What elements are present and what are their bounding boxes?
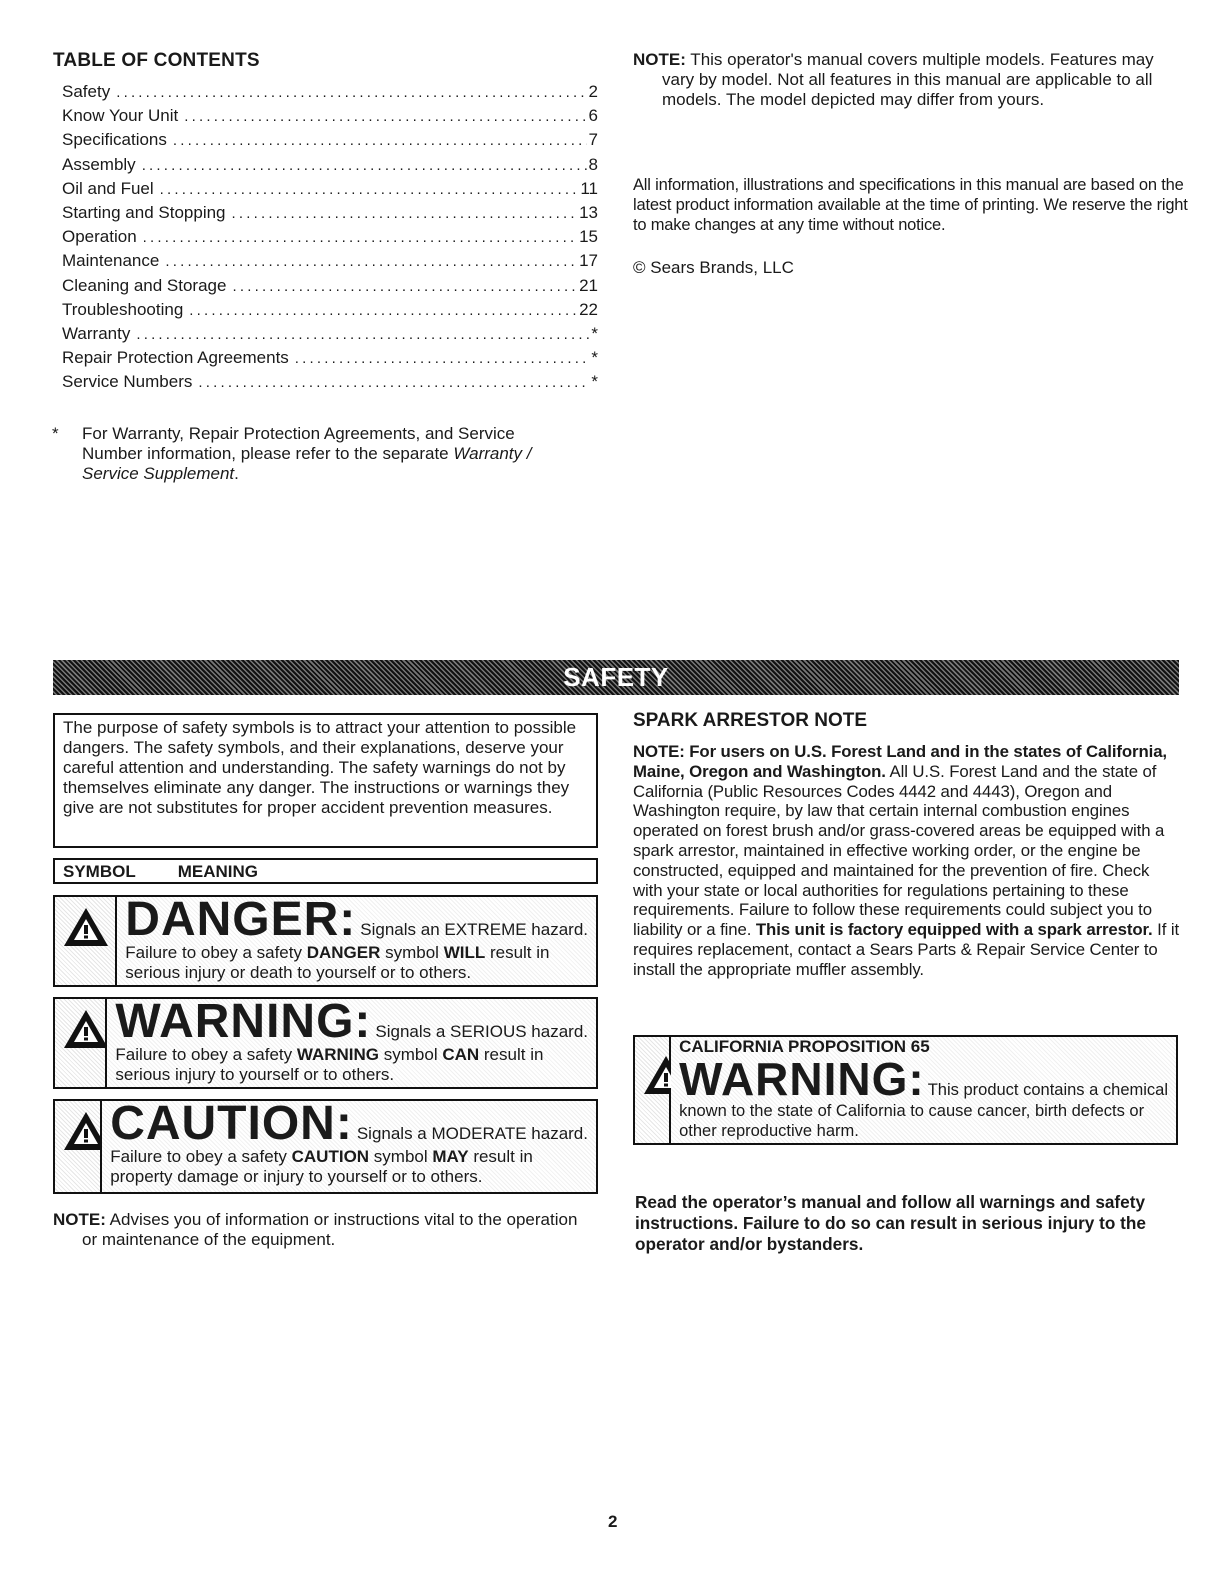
note-label: NOTE: — [633, 50, 686, 69]
toc-leader — [295, 350, 590, 367]
toc-item-page: 7 — [588, 130, 598, 150]
note-definition — [53, 1210, 593, 1250]
toc-item-label: Assembly — [62, 154, 136, 174]
footnote-end: . — [234, 464, 239, 483]
toc-item-label: Repair Protection Agreements — [62, 348, 289, 368]
note-text: Advises you of information or instructions vital to the operation or maintenance of the equipment. — [82, 1210, 578, 1249]
toc-item-label: Specifications — [62, 130, 167, 150]
toc-leader — [189, 302, 577, 319]
toc-leader — [116, 84, 586, 101]
warning-signal-text: Signals a SERIOUS hazard. — [375, 1022, 588, 1041]
toc-item[interactable] — [62, 130, 598, 154]
spark-arrestor-title: SPARK ARRESTOR NOTE — [633, 710, 868, 731]
toc-item-label: Operation — [62, 227, 137, 247]
warning-description: Failure to obey a safety WARNING symbol CAN result in serious injury to yourself or to others. — [115, 1045, 544, 1084]
toc-item-label: Oil and Fuel — [62, 178, 154, 198]
copyright: © Sears Brands, LLC — [633, 258, 794, 277]
prop65-symbol-cell — [635, 1037, 671, 1143]
toc-leader — [136, 326, 589, 343]
toc-leader — [142, 157, 587, 174]
safety-heading: SAFETY — [563, 662, 669, 692]
toc-leader — [198, 374, 589, 391]
danger-box — [53, 895, 598, 987]
toc-item[interactable] — [62, 324, 598, 348]
toc-item-page: 21 — [579, 275, 598, 295]
toc-item-page: 6 — [588, 106, 598, 126]
toc-item-page: * — [591, 323, 598, 343]
danger-description: Failure to obey a safety DANGER symbol WILL result in serious injury or death to yourself or to others. — [125, 943, 550, 982]
page-number: 2 — [608, 1512, 618, 1531]
warning-symbol-cell — [55, 999, 107, 1087]
toc-leader — [184, 108, 586, 125]
toc-leader — [165, 253, 577, 270]
toc-item[interactable] — [62, 227, 598, 251]
toc-item[interactable] — [62, 203, 598, 227]
toc-item-label: Troubleshooting — [62, 299, 184, 319]
toc-leader — [232, 278, 577, 295]
prop65-text: known to the state of California to cause cancer, birth defects or other reproductive harm. — [679, 1102, 1145, 1140]
caution-signal-word: CAUTION: — [110, 1097, 353, 1150]
toc-item-page: * — [591, 348, 598, 368]
footnote-supplement-title: Warranty / Service Supplement — [82, 444, 532, 483]
caution-box — [53, 1099, 598, 1194]
toc-item-label: Know Your Unit — [62, 106, 179, 126]
toc-title: TABLE OF CONTENTS — [53, 50, 260, 71]
toc-item[interactable] — [62, 251, 598, 275]
warning-signal-word: WARNING: — [115, 995, 372, 1048]
toc-leader — [173, 132, 587, 149]
caution-description: Failure to obey a safety CAUTION symbol MAY result in property damage or injury to yourself or to others. — [110, 1147, 533, 1186]
spark-arrestor-text: NOTE: For users on U.S. Forest Land and in the states of California, Maine, Oregon and Washington. All U.S. Forest Land and the state of California (Public Resources Codes 4442 and 4443), Oregon and Washington require, by law that certain internal combustion engines operated on forest brush and/or grass-covered areas be equipped with a spark arrestor, maintained in effective working order, or the engine be constructed, equipped and maintained for the prevention of fire. Check with your state or local authorities for regulations pertaining to these requirements. Failure to follow these requirements could subject you to liability or a fine. This unit is factory equipped with a spark arrestor. If it requires replacement, contact a Sears Parts & Repair Service Center to install the appropriate muffler assembly. — [633, 742, 1180, 979]
safety-alert-icon — [61, 1007, 111, 1051]
california-prop65-box — [633, 1035, 1178, 1145]
prop65-lead-text: This product contains a chemical — [927, 1081, 1168, 1099]
danger-symbol-cell — [55, 897, 117, 985]
prop65-title: CALIFORNIA PROPOSITION 65 — [679, 1037, 930, 1056]
danger-signal-word: DANGER: — [125, 893, 357, 946]
toc-item[interactable] — [62, 348, 598, 372]
toc-item-page: 2 — [588, 82, 598, 101]
toc-item[interactable] — [62, 300, 598, 324]
toc-item-page: 17 — [579, 251, 598, 271]
caution-signal-text: Signals a MODERATE hazard. — [356, 1124, 588, 1143]
toc-item-page: 13 — [579, 202, 598, 222]
toc-leader — [160, 181, 579, 198]
toc-item[interactable] — [62, 106, 598, 130]
footnote-asterisk: * — [52, 424, 59, 443]
symbol-meaning-header — [53, 858, 598, 884]
toc-item-label: Starting and Stopping — [62, 202, 226, 222]
symbol-column-header: SYMBOL — [63, 862, 136, 881]
meaning-column-header: MEANING — [177, 862, 259, 881]
caution-symbol-cell — [55, 1101, 102, 1192]
toc-item-page: 22 — [579, 299, 598, 319]
danger-signal-text: Signals an EXTREME hazard. — [360, 920, 588, 939]
safety-alert-icon — [61, 905, 111, 949]
read-manual-note: Read the operator’s manual and follow all warnings and safety instructions. Failure to do so can result in serious injury to the operator and/or bystanders. — [635, 1192, 1146, 1254]
safety-purpose-box: The purpose of safety symbols is to attract your attention to possible dangers. The safety symbols, and their explanations, deserve your careful attention and understanding. The safety warnings do not by themselves eliminate any danger. The instructions or warnings they give are not substitutes for proper accident prevention measures. — [53, 713, 598, 848]
toc-leader — [143, 229, 577, 246]
toc-item-label: Service Numbers — [62, 372, 193, 392]
toc-item-label: Cleaning and Storage — [62, 275, 227, 295]
note-text: This operator's manual covers multiple models. Features may vary by model. Not all features in this manual are applicable to all models. The model depicted may differ from yours. — [662, 50, 1154, 109]
toc-item[interactable] — [62, 82, 598, 106]
toc-item-page: 8 — [588, 154, 598, 174]
footnote-text: For Warranty, Repair Protection Agreements, and Service Number information, please refer to the separate — [82, 424, 515, 463]
toc-item[interactable] — [62, 276, 598, 300]
toc-list — [62, 82, 598, 396]
safety-section-bar — [53, 660, 1179, 695]
note-label: NOTE: — [53, 1210, 106, 1229]
toc-item-label: Warranty — [62, 323, 131, 343]
toc-item[interactable] — [62, 179, 598, 203]
toc-footnote — [52, 424, 572, 484]
toc-item-page: 11 — [580, 178, 598, 198]
info-paragraph: All information, illustrations and specifications in this manual are based on the latest product information available at the time of printing. We reserve the right to make changes at any time without notice. — [633, 176, 1188, 234]
prop65-signal-word: WARNING: — [679, 1053, 925, 1105]
toc-item[interactable] — [62, 372, 598, 396]
models-note — [633, 50, 1183, 110]
warning-box — [53, 997, 598, 1089]
toc-item-page: 15 — [579, 227, 598, 247]
toc-item-page: * — [591, 372, 598, 392]
toc-item-label: Safety — [62, 82, 111, 101]
toc-leader — [232, 205, 578, 222]
toc-item-label: Maintenance — [62, 251, 160, 271]
toc-item[interactable] — [62, 155, 598, 179]
